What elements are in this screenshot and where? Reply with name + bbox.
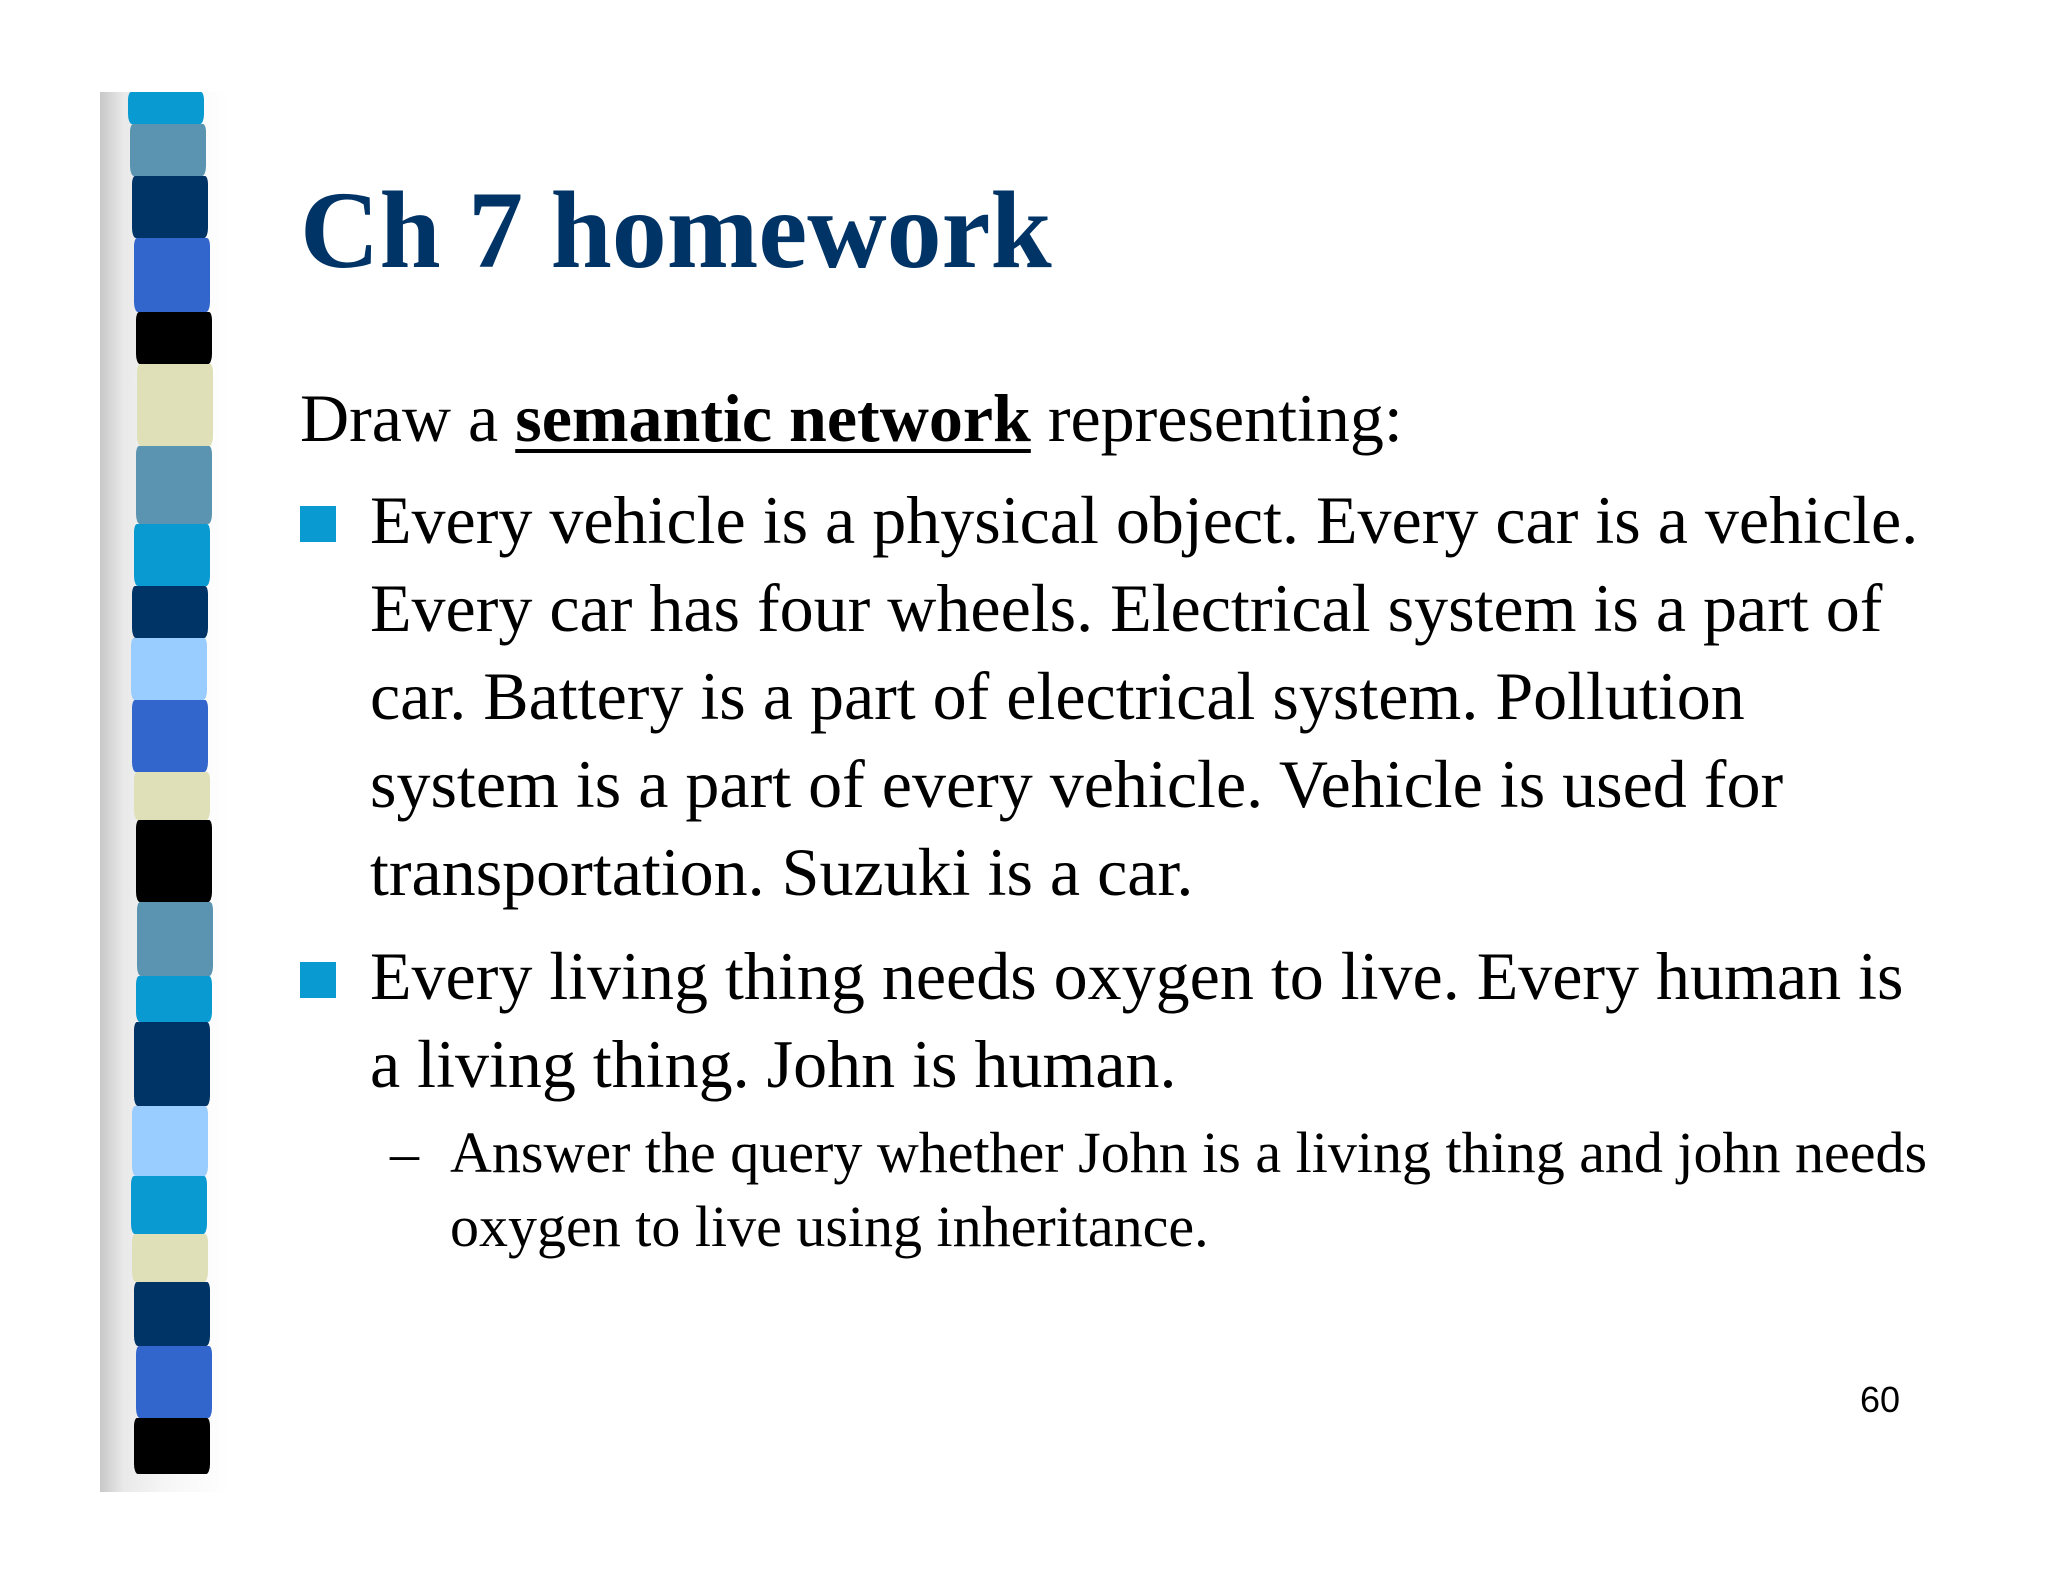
strip-segment [132, 700, 208, 772]
strip-segment [131, 638, 207, 700]
bullet-item [300, 476, 1940, 916]
strip-segment [134, 524, 210, 586]
intro-line [300, 374, 1403, 462]
strip-segment [136, 1346, 212, 1418]
strip-segment [132, 176, 208, 238]
strip-segment [134, 772, 210, 820]
strip-segment [134, 1418, 210, 1474]
bullet-text: Every living thing needs oxygen to live. Every human is a living thing. John is human. [370, 938, 1904, 1102]
square-bullet-icon [300, 506, 336, 542]
sub-bullet-text: Answer the query whether John is a living thing and john needs oxygen to live using inheritance. [450, 1120, 1928, 1259]
strip-segment [134, 1022, 210, 1106]
strip-segment [137, 902, 213, 976]
bullet-text: Every vehicle is a physical object. Every car is a vehicle. Every car has four wheels. Electrical system is a part of car. Battery is a part of electrical system. Pollution system is a part of every vehicle. Vehicle is used for transportation. Suzuki is a car. [370, 482, 1919, 910]
slide-title: Ch 7 homework [300, 169, 1052, 291]
intro-emphasis: semantic network [515, 380, 1031, 456]
strip-segment [134, 1282, 210, 1346]
bullet-item [300, 932, 1940, 1108]
intro-text-before: Draw a [300, 380, 516, 456]
strip-segment [137, 364, 213, 446]
page-number: 60 [1859, 1379, 1900, 1420]
strip-segment [130, 124, 206, 176]
strip-segment [136, 446, 212, 524]
square-bullet-icon [300, 962, 336, 998]
strip-segment [132, 1106, 208, 1176]
dash-marker: – [390, 1120, 419, 1185]
strip-segment [136, 312, 212, 364]
intro-text-after: representing: [1030, 380, 1403, 456]
decorative-color-strip [134, 92, 210, 1492]
strip-segment [132, 586, 208, 638]
sub-bullet-item [390, 1116, 1950, 1264]
strip-segment [134, 238, 210, 312]
strip-segment [132, 1234, 208, 1282]
strip-segment [128, 92, 204, 124]
strip-segment [131, 1176, 207, 1234]
strip-segment [136, 820, 212, 902]
strip-segment [136, 976, 212, 1022]
